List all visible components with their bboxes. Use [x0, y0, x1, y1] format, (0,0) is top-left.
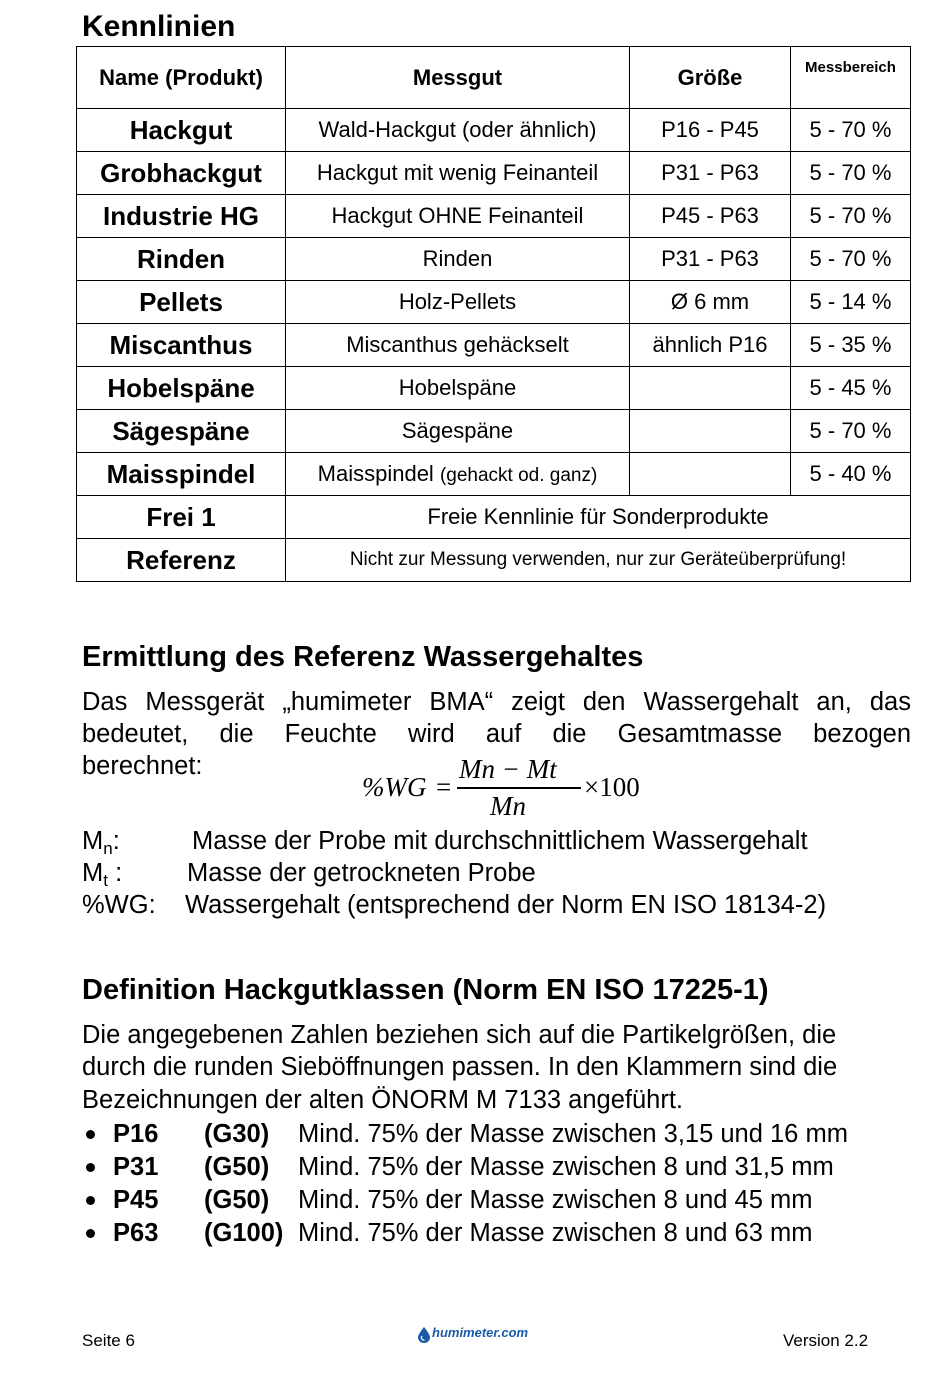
product-messgut: Holz-Pellets	[286, 281, 630, 324]
product-messgut: Hobelspäne	[286, 367, 630, 410]
product-groesse: P16 - P45	[630, 109, 791, 152]
paragraph-line: Bezeichnungen der alten ÖNORM M 7133 angeführt.	[82, 1086, 684, 1114]
product-messgut: Hackgut OHNE Feinanteil	[286, 195, 630, 238]
product-groesse	[630, 367, 791, 410]
product-messbereich: 5 - 40 %	[791, 453, 911, 496]
definition-text: Masse der Probe mit durchschnittlichem Wassergehalt	[192, 827, 808, 855]
table-header-row	[77, 47, 911, 109]
formula-denominator: Mn	[490, 791, 526, 821]
paragraph-line: durch die runden Sieböffnungen passen. In den Klammern sind die	[82, 1053, 838, 1081]
table-row	[77, 496, 911, 539]
table-row	[77, 195, 911, 238]
product-messbereich: 5 - 70 %	[791, 109, 911, 152]
product-groesse: ähnlich P16	[630, 324, 791, 367]
product-name: Pellets	[77, 281, 286, 324]
product-groesse: P31 - P63	[630, 238, 791, 281]
class-description: Mind. 75% der Masse zwischen 8 und 45 mm	[298, 1186, 813, 1214]
paragraph-line: berechnet:	[82, 752, 203, 780]
definition-key: $M_n$:	[82, 827, 120, 858]
product-name: Rinden	[77, 238, 286, 281]
class-code: P16	[113, 1120, 159, 1148]
referenz-description: Nicht zur Messung verwenden, nur zur Geräteüberprüfung!	[286, 539, 911, 582]
class-description: Mind. 75% der Masse zwischen 3,15 und 16 mm	[298, 1120, 848, 1148]
table-row	[77, 539, 911, 582]
old-class-code: (G50)	[204, 1186, 270, 1214]
paragraph-line: Das Messgerät „humimeter BMA“ zeigt den Wassergehalt an, das	[82, 688, 911, 716]
product-name: Referenz	[77, 539, 286, 582]
fraction-bar	[457, 787, 581, 789]
product-messbereich: 5 - 70 %	[791, 152, 911, 195]
product-messbereich: 5 - 70 %	[791, 195, 911, 238]
logo-text: humimeter.com	[432, 1325, 529, 1340]
column-header-name: Name (Produkt)	[77, 47, 286, 109]
table-row	[77, 367, 911, 410]
class-code: P63	[113, 1219, 159, 1247]
water-content-formula	[362, 754, 642, 826]
product-name: Hackgut	[77, 109, 286, 152]
product-name: Miscanthus	[77, 324, 286, 367]
bullet-icon	[86, 1130, 95, 1139]
paragraph-line: Die angegebenen Zahlen beziehen sich auf die Partikelgrößen, die	[82, 1021, 837, 1049]
product-name: Industrie HG	[77, 195, 286, 238]
definition-key: %WG:	[82, 891, 156, 919]
class-code: P45	[113, 1186, 159, 1214]
column-header-groesse: Größe	[630, 47, 791, 109]
humimeter-logo	[418, 1325, 538, 1349]
definition-text: Masse der getrockneten Probe	[187, 859, 536, 887]
formula-numerator: Mn − Mt	[459, 754, 557, 784]
table-row	[77, 453, 911, 496]
bullet-icon	[86, 1163, 95, 1172]
old-class-code: (G100)	[204, 1219, 284, 1247]
product-name: Maisspindel	[77, 453, 286, 496]
old-class-code: (G50)	[204, 1153, 270, 1181]
messgut-text: Maisspindel	[317, 461, 434, 486]
messgut-note: (gehackt od. ganz)	[439, 465, 598, 486]
old-class-code: (G30)	[204, 1120, 270, 1148]
formula-multiplier: ×100	[584, 772, 640, 802]
class-description: Mind. 75% der Masse zwischen 8 und 31,5 mm	[298, 1153, 834, 1181]
list-item	[82, 1118, 912, 1150]
table-row	[77, 152, 911, 195]
product-groesse	[630, 453, 791, 496]
bullet-icon	[86, 1229, 95, 1238]
table-row	[77, 238, 911, 281]
table-row	[77, 109, 911, 152]
frei-description: Freie Kennlinie für Sonderprodukte	[286, 496, 911, 539]
water-drop-icon	[418, 1327, 430, 1343]
product-messgut: Sägespäne	[286, 410, 630, 453]
formula-equals: =	[436, 772, 452, 802]
table-row	[77, 324, 911, 367]
section-title-hackgutklassen: Definition Hackgutklassen (Norm EN ISO 17225-1)	[82, 974, 769, 1006]
product-messgut: Wald-Hackgut (oder ähnlich)	[286, 109, 630, 152]
product-messbereich: 5 - 45 %	[791, 367, 911, 410]
page-number: Seite 6	[82, 1331, 135, 1350]
definition-text: Wassergehalt (entsprechend der Norm EN ISO 18134-2)	[185, 891, 827, 919]
section-title-wassergehalt: Ermittlung des Referenz Wassergehaltes	[82, 641, 644, 673]
product-name: Frei 1	[77, 496, 286, 539]
product-messbereich: 5 - 70 %	[791, 238, 911, 281]
list-item	[82, 1184, 912, 1216]
product-groesse: P31 - P63	[630, 152, 791, 195]
product-messbereich: 5 - 14 %	[791, 281, 911, 324]
class-code: P31	[113, 1153, 159, 1181]
section-title-kennlinien: Kennlinien	[82, 10, 236, 43]
table-row	[77, 410, 911, 453]
table-row	[77, 281, 911, 324]
product-groesse: Ø 6 mm	[630, 281, 791, 324]
product-groesse: P45 - P63	[630, 195, 791, 238]
product-name: Sägespäne	[77, 410, 286, 453]
product-messbereich: 5 - 70 %	[791, 410, 911, 453]
list-item	[82, 1217, 912, 1249]
definition-key: $M_t$ :	[82, 859, 123, 890]
formula-lhs: %WG	[362, 772, 427, 802]
product-messgut: Miscanthus gehäckselt	[286, 324, 630, 367]
product-messgut: Rinden	[286, 238, 630, 281]
kennlinien-table	[76, 46, 911, 582]
column-header-messgut: Messgut	[286, 47, 630, 109]
product-messgut: Hackgut mit wenig Feinanteil	[286, 152, 630, 195]
product-messbereich: 5 - 35 %	[791, 324, 911, 367]
product-name: Hobelspäne	[77, 367, 286, 410]
product-name: Grobhackgut	[77, 152, 286, 195]
bullet-icon	[86, 1196, 95, 1205]
class-description: Mind. 75% der Masse zwischen 8 und 63 mm	[298, 1219, 813, 1247]
column-header-messbereich: Messbereich	[791, 47, 911, 109]
paragraph-line: bedeutet, die Feuchte wird auf die Gesamtmasse bezogen	[82, 720, 911, 748]
list-item	[82, 1151, 912, 1183]
product-groesse	[630, 410, 791, 453]
version-label: Version 2.2	[783, 1331, 869, 1350]
product-messgut	[286, 453, 630, 496]
